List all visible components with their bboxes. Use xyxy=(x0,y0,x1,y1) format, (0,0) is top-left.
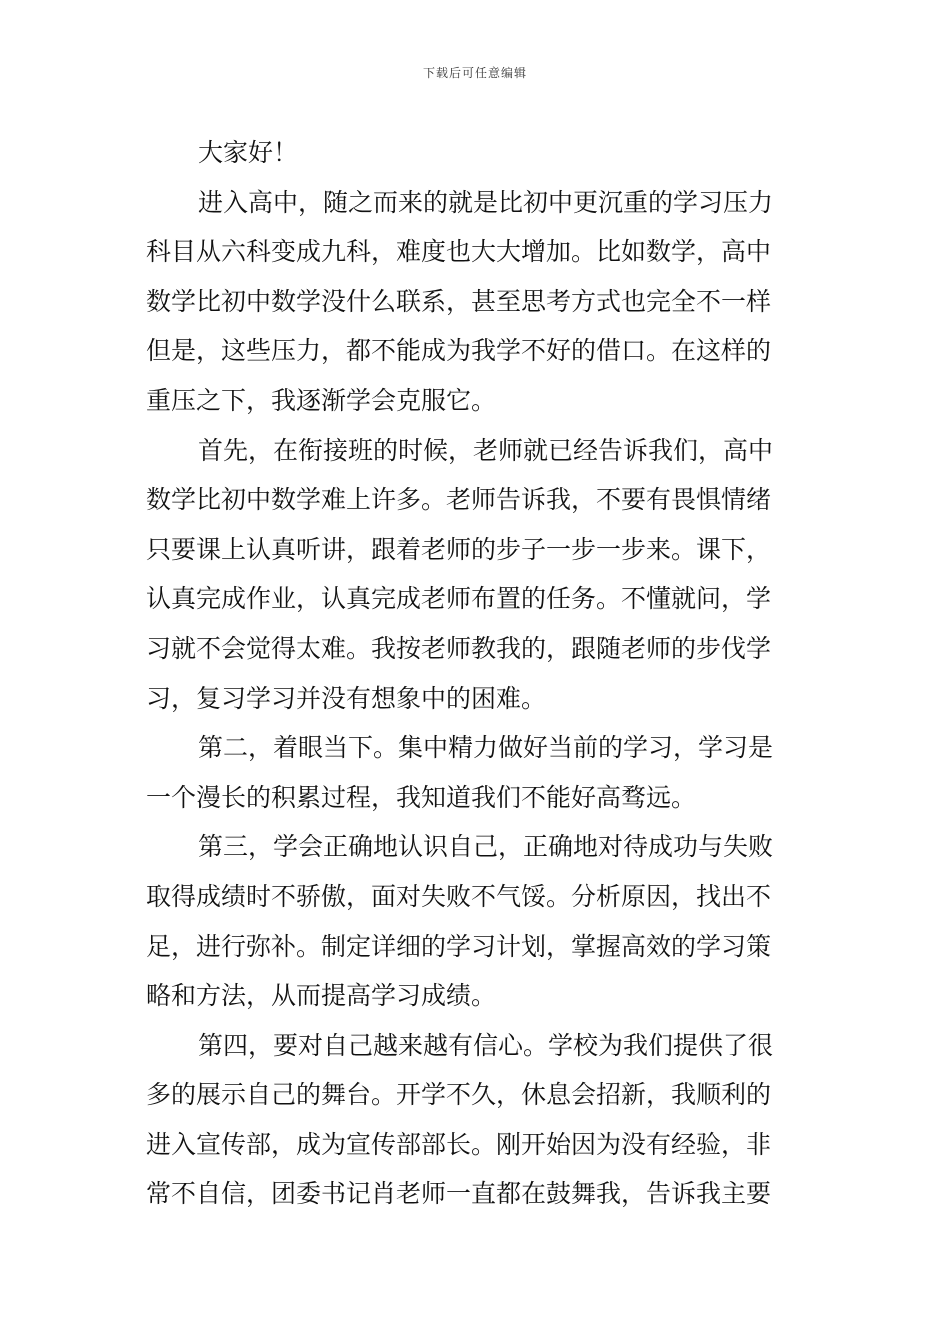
text-line: 第四，要对自己越来越有信心。学校为我们提供了很 xyxy=(198,1030,774,1060)
document-body xyxy=(146,128,806,1219)
text-line: 第二，着眼当下。集中精力做好当前的学习，学习是 xyxy=(198,733,774,763)
text-line: 只要课上认真听讲，跟着老师的步子一步一步来。课下， xyxy=(146,534,772,564)
text-line: 常不自信，团委书记肖老师一直都在鼓舞我，告诉我主要 xyxy=(146,1179,772,1209)
page-header: 下载后可任意编辑 xyxy=(422,66,527,80)
text-line: 足，进行弥补。制定详细的学习计划，掌握高效的学习策 xyxy=(146,931,772,961)
text-line: 进入高中，随之而来的就是比初中更沉重的学习压力 xyxy=(198,187,774,217)
text-line: 认真完成作业，认真完成老师布置的任务。不懂就问，学 xyxy=(146,584,772,614)
text-line: 数学比初中数学没什么联系，甚至思考方式也完全不一样 xyxy=(146,286,772,316)
text-line: 一个漫长的积累过程，我知道我们不能好高骛远。 xyxy=(146,782,697,812)
text-line: 进入宣传部，成为宣传部部长。刚开始因为没有经验，非 xyxy=(146,1129,772,1159)
text-line: 略和方法，从而提高学习成绩。 xyxy=(146,981,497,1011)
text-line: 习就不会觉得太难。我按老师教我的，跟随老师的步伐学 xyxy=(146,633,772,663)
text-line: 第三，学会正确地认识自己，正确地对待成功与失败 xyxy=(198,832,774,862)
text-line: 首先，在衔接班的时候，老师就已经告诉我们，高中 xyxy=(198,435,774,465)
text-line: 但是，这些压力，都不能成为我学不好的借口。在这样的 xyxy=(146,336,772,366)
text-line: 取得成绩时不骄傲，面对失败不气馁。分析原因，找出不 xyxy=(146,881,772,911)
text-line: 多的展示自己的舞台。开学不久，休息会招新，我顺利的 xyxy=(146,1080,772,1110)
text-line: 重压之下，我逐渐学会克服它。 xyxy=(146,385,497,415)
text-line: 数学比初中数学难上许多。老师告诉我，不要有畏惧情绪 xyxy=(146,485,772,515)
text-line: 科目从六科变成九科，难度也大大增加。比如数学，高中 xyxy=(146,237,772,267)
text-line: 习，复习学习并没有想象中的困难。 xyxy=(146,683,547,713)
text-line: 大家好！ xyxy=(198,138,299,167)
